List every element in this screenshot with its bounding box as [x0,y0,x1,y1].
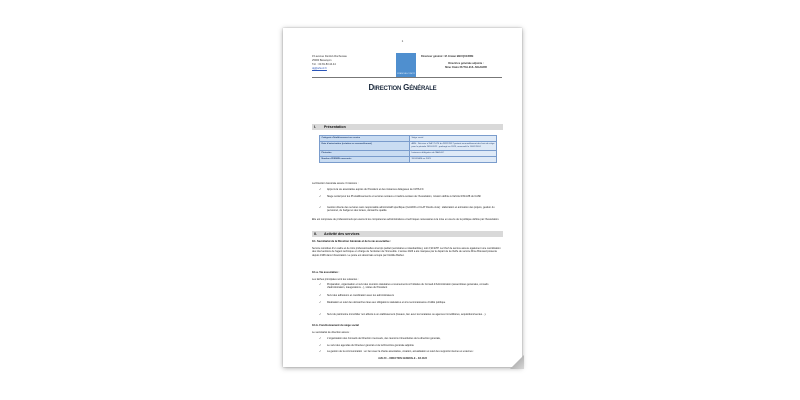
duty-text: Le suivi des agendas du Directeur général et de la Directrice générale adjointe [327,344,414,347]
director-general: Directeur général : M. Erwan BECQUERRE [421,55,474,58]
mission-item [319,206,501,213]
table-row [320,157,497,163]
check-icon: ✓ [319,312,322,316]
task-item [319,313,501,316]
table-key: Catégorie d'établissement ou service [320,136,410,142]
header-divider [312,77,502,78]
secretariat-intro: Le secrétariat de direction assure : [312,331,351,334]
subsection-heading: II.1.a. Vie associative : [312,271,340,274]
subsection-heading: II.1. Secrétariat de la Direction Générale et de la vie associative : [312,240,392,243]
table-value: Instances déléguées de l'AHS-FC [410,151,497,157]
section-heading-presentation [312,124,503,130]
table-key: Périmètre [320,151,410,157]
duty-item [319,344,501,347]
task-text: Réalisation et suivi des démarches liées aux obligations statutaires et à la reconnaissance d'utilité publique [327,301,446,304]
address-phone: Tél. : 03.81.83.44.44 [312,63,336,66]
sender-address [312,55,347,71]
address-street: 15 avenue Denfert-Rochereau [312,55,347,58]
address-email-link[interactable]: dg@ahs-fc.fr [312,67,327,70]
section-number: II. [314,232,317,236]
deputy-director-label: Directrice générale adjointe : [448,62,484,65]
check-icon: ✓ [319,349,322,353]
section-label: Activité des services [324,232,360,236]
check-icon: ✓ [319,300,322,304]
check-icon: ✓ [319,187,322,191]
logo-subtext: FRANCHE-COMTÉ [397,73,415,75]
document-page [283,28,522,367]
section-label: Présentation [324,125,346,129]
section-number: I. [314,125,316,129]
secretariat-paragraph: Service constitué d'un cadre et de trois professionnelles à temps partiel (secrétaires et standardiste), soit 2,90 ETP. La Chef de service assure également une coordination des interventions de l'agent technique en charge de l'entretien de l'immeuble. L'année 2023 a été marquée par le départ de la cheffe de service Mme Brévaud présente depuis 1996 dans l'Association. Le poste est désormais occupé par Clotilde Barbet. [312,247,501,257]
mission-item [319,188,501,191]
table-key: Nombre d'ESSMS concernés [320,157,410,163]
check-icon: ✓ [319,282,322,286]
table-key: Date d'autorisation (création ou renouvellement) [320,142,410,151]
duty-item [319,350,501,353]
task-text: Suivi des adhésions et coordination avec les administrateurs [327,294,394,297]
table-value: 35 ESSMS en 2023 [410,157,497,163]
check-icon: ✓ [319,194,322,198]
document-title: Direction Générale [368,83,437,92]
mission-text: Appui à la vie associative auprès du Président et des instances déléguées de l'AHS-FC [327,188,424,191]
duty-text: La gestion de la communication : en lien avec la charte associative, création, actualisation et suivi des supports internes et externes : [327,350,475,353]
mission-text: Gestion directe des services sans responsable administratif spécifique (CeGIDD et CLAT Doubs-Jura) : élaboration et animation des projets, gestion du personnel, du budget et des locaux, démarche qualité. [327,206,495,213]
section-heading-activites [312,231,503,237]
info-table [319,135,497,163]
mission-text: Siège social pour les 35 établissements et services sociaux et médico-sociaux de l'Association, mission définie à l'article R314-88 du CASF [327,195,482,198]
task-item [319,301,501,304]
duty-item [319,337,501,340]
mission-item [319,195,501,198]
subsection-heading: II.1.b. Fonctionnement du siège social [312,324,359,327]
task-text: Suivi du patrimoine immobilier non affecté à un établissement (travaux, lien avec les locataires ou agences immobilières, acquisitions/ventes…). [327,313,487,316]
table-row [320,142,497,151]
duty-text: L'organisation des Conseils de Direction mensuels, des réunions trimestrielles de la direction générale, [327,337,441,340]
check-icon: ✓ [319,293,322,297]
missions-intro: La Direction Générale assure 3 missions : [312,182,359,185]
direction-block [421,55,511,70]
check-icon: ✓ [319,205,322,209]
address-city: 25000 Besançon [312,59,332,62]
tasks-intro: Les tâches principales sont les suivantes : [312,278,359,281]
page-number: 1 [401,39,404,43]
page-footer: AHS-FC – DIRECTION GENERALE – RA 2023 [378,358,427,360]
task-item [319,294,501,297]
logo-text: AHS [484,54,498,60]
table-value: ARS : Décision n°DA 17-074 du 28/11/2017 portant renouvellement des frais de siège pour la période 2018-2022 ; prolongé en 2023, renouvelé le 10/01/2024 [410,142,497,151]
check-icon: ✓ [319,343,322,347]
task-item [319,283,501,290]
task-text: Préparation, organisation et suivi des réunions statutaires et événements à l'initiative du Conseil d'Administration (assemblées générales, conseils d'administration, inaugurations…), visites du Président [327,283,489,290]
check-icon: ✓ [319,336,322,340]
table-value: Siège social [410,136,497,142]
deputy-director-name: Mme Claire DUTILLEUL-SIGAHRR [445,66,487,69]
composition-paragraph: Elle est composée de professionnels qui exercent les compétences administratives et techniques nécessaires à la mise en œuvre de la politique définie par l'Association. [312,218,500,221]
